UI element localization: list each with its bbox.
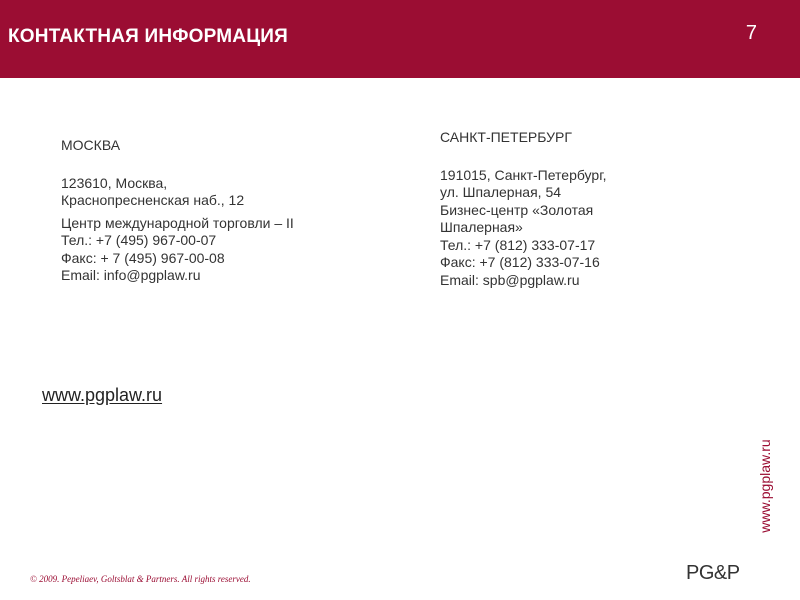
spb-business-center-line-2: Шпалерная»: [440, 219, 523, 235]
spb-email[interactable]: Email: spb@pgplaw.ru: [440, 271, 580, 288]
moscow-office-block: [61, 137, 294, 285]
website-link[interactable]: www.pgplaw.ru: [42, 385, 163, 405]
vertical-website-label: [745, 440, 785, 532]
moscow-email[interactable]: Email: info@pgplaw.ru: [61, 267, 201, 283]
moscow-city-heading: МОСКВА: [61, 137, 121, 153]
moscow-phone: Тел.: +7 (495) 967-00-07: [61, 232, 217, 248]
header-bar: [0, 0, 800, 78]
spb-fax: Факс: +7 (812) 333-07-16: [440, 254, 600, 270]
moscow-address-line-2: Краснопресненская наб., 12: [61, 192, 245, 208]
spb-city-heading: САНКТ-ПЕТЕРБУРГ: [440, 129, 572, 145]
spb-office-block: [440, 129, 606, 289]
copyright-notice: © 2009. Pepeliaev, Goltsblat & Partners. All rights reserved.: [30, 574, 251, 584]
moscow-business-center: Центр международной торговли – II: [61, 214, 294, 231]
spb-address-line-2: ул. Шпалерная, 54: [440, 184, 562, 200]
spb-address-line-1: 191015, Санкт-Петербург,: [440, 166, 607, 183]
page-number: 7: [745, 22, 757, 44]
spb-business-center-line-1: Бизнес-центр «Золотая: [440, 201, 594, 218]
page-title: КОНТАКТНАЯ ИНФОРМАЦИЯ: [8, 26, 289, 47]
company-logo: PG&P: [686, 562, 740, 584]
spb-phone: Тел.: +7 (812) 333-07-17: [440, 236, 596, 253]
vertical-website-text: www.pgplaw.ru: [757, 439, 773, 533]
moscow-address-line-1: 123610, Москва,: [61, 174, 168, 191]
moscow-fax: Факс: + 7 (495) 967-00-08: [61, 249, 225, 266]
